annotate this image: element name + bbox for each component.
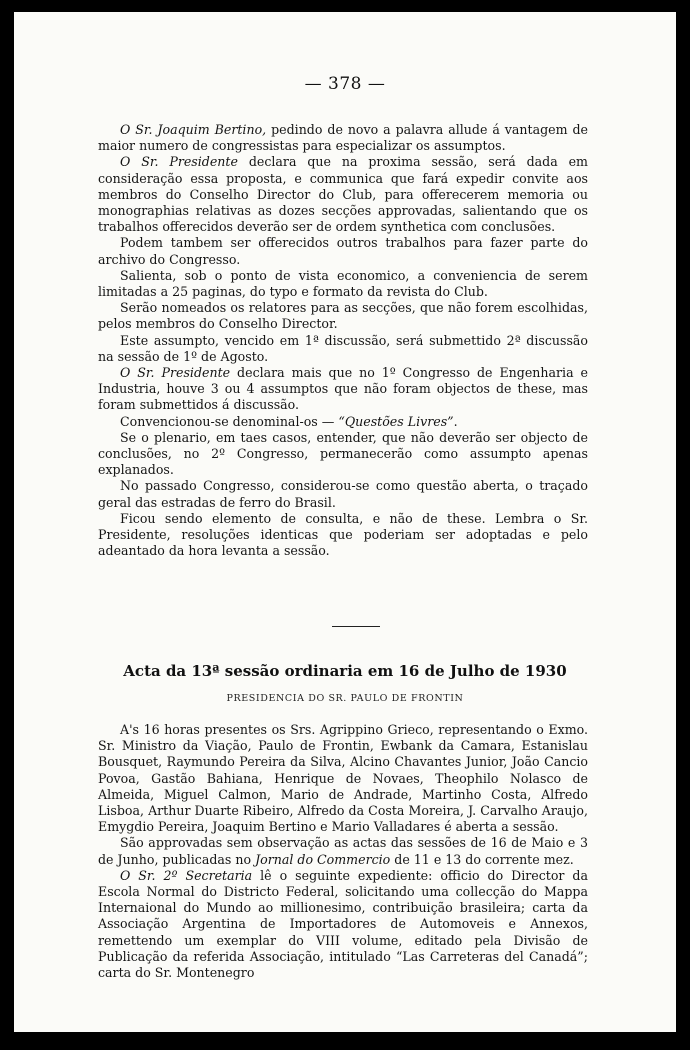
section-divider [332, 626, 380, 627]
paragraph: Podem tambem ser offerecidos outros trabalhos para fazer parte do archivo do Congresso. [98, 235, 588, 267]
paragraph: Este assumpto, vencido em 1ª discussão, será submettido 2ª discussão na sessão de 1º de Agosto. [98, 332, 588, 364]
paragraph: Serão nomeados os relatores para as secções, que não forem escolhidas, pelos membros do Conselho Director. [98, 300, 588, 332]
paragraph: São approvadas sem observação as actas das sessões de 16 de Maio e 3 de Junho, publicadas no Jornal do Commercio de 11 e 13 do corrente mez. [98, 835, 588, 867]
acta-title: Acta da 13ª sessão ordinaria em 16 de Julho de 1930 [123, 662, 567, 680]
section-acta-body [98, 722, 588, 981]
section-previous-session [98, 122, 588, 559]
document-page [14, 12, 676, 1032]
paragraph: O Sr. 2º Secretaria lê o seguinte expediente: officio do Director da Escola Normal do Districto Federal, solicitando uma collecção do Mappa Internaional do Mundo ao millionesimo, contribuição brasileira; carta da Associação Argentina de Importadores de Automoveis e Annexos, remettendo um exemplar do VIII volume, editado pela Divisão de Publicação da referida Associação, intitulado “Las Carreteras del Canadá”; carta do Sr. Montenegro [98, 867, 588, 981]
paragraph: O Sr. Presidente declara que na proxima sessão, será dada em consideração essa proposta, e communica que fará expedir convite aos membros do Conselho Director do Club, para offerecerem memoria ou monographias relativas as dozes secções approvadas, salientando que os trabalhos offerecidos deverão ser de ordem synthetica com conclusões. [98, 154, 588, 235]
page-number: — 378 — [304, 74, 386, 94]
paragraph: No passado Congresso, considerou-se como questão aberta, o traçado geral das estradas de ferro do Brasil. [98, 478, 588, 510]
paragraph: Ficou sendo elemento de consulta, e não de these. Lembra o Sr. Presidente, resoluções identicas que poderiam ser adoptadas e pelo adeantado da hora levanta a sessão. [98, 510, 588, 559]
paragraph: Convencionou-se denominal-os — “Questões Livres”. [120, 413, 458, 429]
paragraph: A's 16 horas presentes os Srs. Agrippino Grieco, representando o Exmo. Sr. Ministro da Viação, Paulo de Frontin, Ewbank da Camara, Estanislau Bousquet, Raymundo Pereira da Silva, Alcino Chavantes Junior, João Cancio Povoa, Gastão Bahiana, Henrique de Novaes, Theophilo Nolasco de Almeida, Miguel Calmon, Mario de Andrade, Martinho Costa, Alfredo Lisboa, Arthur Duarte Ribeiro, Alfredo da Costa Moreira, J. Carvalho Araujo, Emygdio Pereira, Joaquim Bertino e Mario Valladares é aberta a sessão. [98, 722, 588, 835]
paragraph: Se o plenario, em taes casos, entender, que não deverão ser objecto de conclusões, no 2º Congresso, permanecerão como assumpto apenas explanados. [98, 429, 588, 478]
paragraph: O Sr. Joaquim Bertino, pedindo de novo a palavra allude á vantagem de maior numero de congressistas para especializar os assumptos. [98, 122, 588, 154]
paragraph: Salienta, sob o ponto de vista economico, a conveniencia de serem limitadas a 25 paginas, do typo e formato da revista do Club. [98, 267, 588, 300]
paragraph: O Sr. Presidente declara mais que no 1º Congresso de Engenharia e Industria, houve 3 ou 4 assumptos que não foram objectos de these, mas foram submettidos á discussão. [98, 365, 588, 413]
acta-presidency: PRESIDENCIA DO SR. PAULO DE FRONTIN [226, 693, 464, 704]
